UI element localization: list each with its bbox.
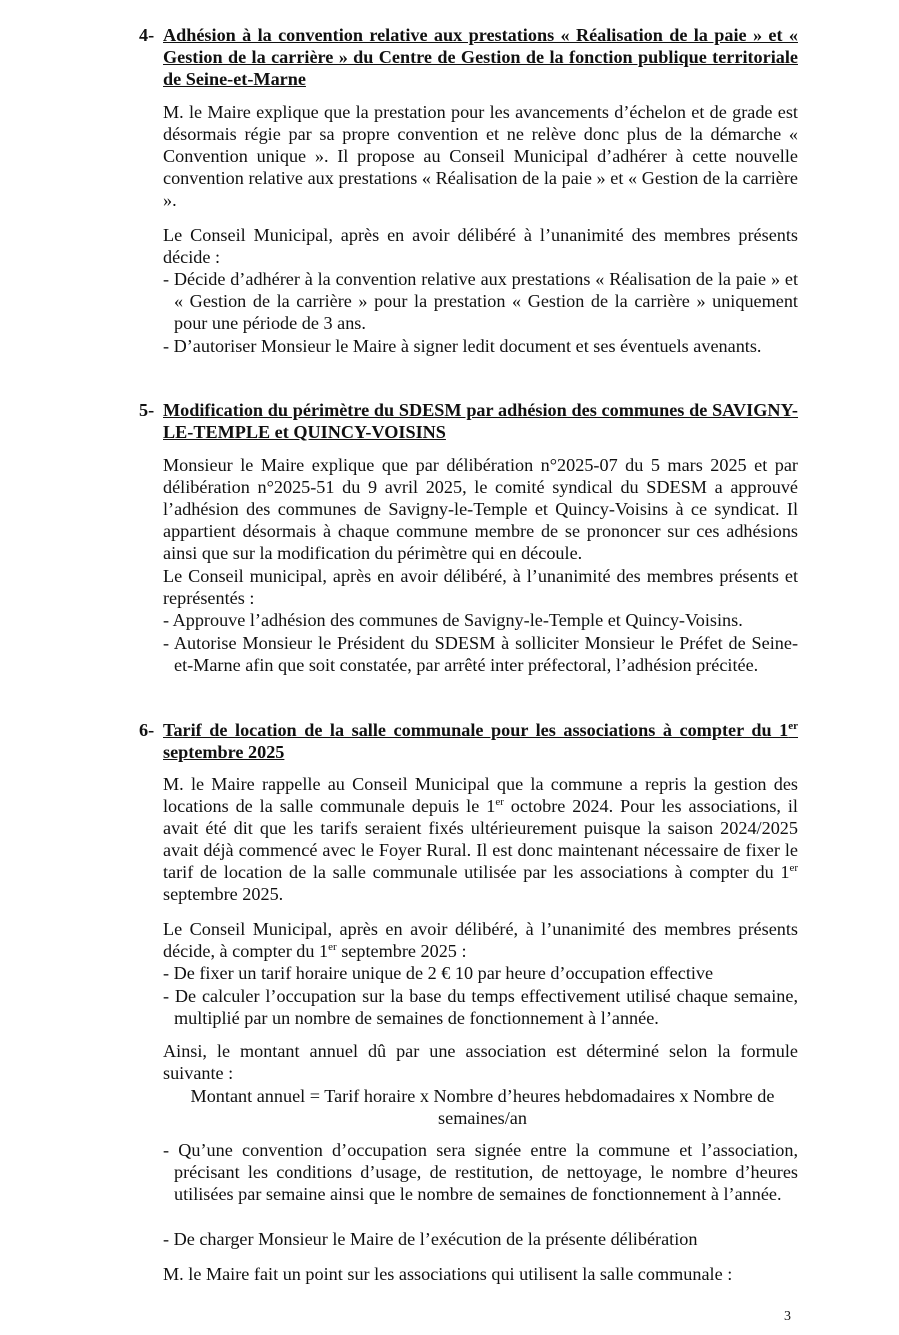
list-item: - Qu’une convention d’occupation sera signée entre la commune et l’association, précisant les conditions d’usage, de restitution, de nettoyage, le nombre d’heures utilisées par semaine ainsi que le nombre de semaines de fonctionnement à l’année. (163, 1140, 798, 1204)
list-item: - Approuve l’adhésion des communes de Savigny-le-Temple et Quincy-Voisins. (163, 610, 743, 630)
paragraph: M. le Maire explique que la prestation pour les avancements d’échelon et de grade est désormais régie par sa propre convention et ne relève donc plus de la démarche « Convention unique ». Il propose au Conseil Municipal d’adhérer à cette nouvelle convention relative aux prestations « Réalisation de la paie » et « Gestion de la carrière ». (163, 102, 798, 210)
list-item: - De calculer l’occupation sur la base du temps effectivement utilisé chaque semaine, multiplié par un nombre de semaines de fonctionnement à l’année. (163, 986, 798, 1028)
paragraph: M. le Maire fait un point sur les associations qui utilisent la salle communale : (163, 1264, 733, 1284)
section-number: 4- (139, 25, 155, 45)
list-item: - D’autoriser Monsieur le Maire à signer ledit document et ses éventuels avenants. (163, 336, 762, 356)
paragraph: Le Conseil municipal, après en avoir délibéré, à l’unanimité des membres présents et représentés : (163, 566, 798, 608)
section-title: Tarif de location de la salle communale pour les associations à compter du 1er septembre 2025 (163, 720, 798, 762)
list-item: - De fixer un tarif horaire unique de 2 € 10 par heure d’occupation effective (163, 963, 714, 983)
list-item: - Autorise Monsieur le Président du SDESM à solliciter Monsieur le Préfet de Seine-et-Marne afin que soit constatée, par arrêté inter préfectoral, l’adhésion précitée. (163, 633, 798, 675)
paragraph: M. le Maire rappelle au Conseil Municipal que la commune a repris la gestion des locations de la salle communale depuis le 1er octobre 2024. Pour les associations, il avait été dit que les tarifs seraient fixés ultérieurement puisque la saison 2024/2025 avait déjà commencé avec le Foyer Rural. Il est donc maintenant nécessaire de fixer le tarif de location de la salle communale utilisée par les associations à compter du 1er septembre 2025. (163, 774, 798, 904)
section-number: 6- (139, 720, 155, 740)
formula: Montant annuel = Tarif horaire x Nombre d’heures hebdomadaires x Nombre de semaines/an (190, 1086, 775, 1128)
list-item: - Décide d’adhérer à la convention relative aux prestations « Réalisation de la paie » et « Gestion de la carrière » pour la prestation « Gestion de la carrière » uniquement pour une période de 3 ans. (163, 269, 798, 333)
paragraph: Le Conseil Municipal, après en avoir délibéré à l’unanimité des membres présents décide : (163, 225, 798, 267)
paragraph: Monsieur le Maire explique que par délibération n°2025-07 du 5 mars 2025 et par délibération n°2025-51 du 9 avril 2025, le comité syndical du SDESM a approuvé l’adhésion des communes de Savigny-le-Temple et Quincy-Voisins à ce syndicat. Il appartient désormais à chaque commune membre de se prononcer sur ces adhésions ainsi que sur la modification du périmètre qui en découle. (163, 455, 798, 563)
section-title: Modification du périmètre du SDESM par adhésion des communes de SAVIGNY-LE-TEMPLE et QUINCY-VOISINS (163, 400, 798, 442)
section-number: 5- (139, 400, 155, 420)
list-item: - De charger Monsieur le Maire de l’exécution de la présente délibération (163, 1229, 698, 1249)
section-title: Adhésion à la convention relative aux prestations « Réalisation de la paie » et « Gestion de la carrière » du Centre de Gestion de la fonction publique territoriale de Seine-et-Marne (163, 25, 798, 89)
paragraph: Le Conseil Municipal, après en avoir délibéré, à l’unanimité des membres présents décide, à compter du 1er septembre 2025 : (163, 919, 798, 961)
page-number: 3 (784, 1309, 791, 1324)
paragraph: Ainsi, le montant annuel dû par une association est déterminé selon la formule suivante : (163, 1041, 798, 1083)
